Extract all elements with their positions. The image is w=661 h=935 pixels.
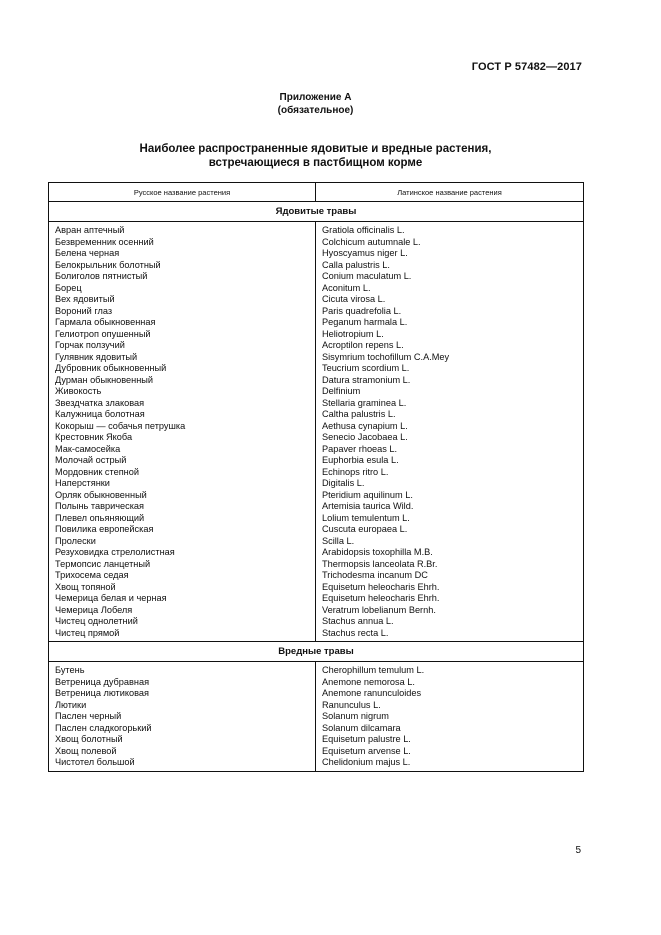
- table-row: [49, 340, 584, 352]
- russian-name-cell: Наперстянки: [49, 478, 316, 490]
- table-row: [49, 352, 584, 364]
- table-row: [49, 237, 584, 249]
- table-row: [49, 467, 584, 479]
- latin-name-cell: Peganum harmala L.: [316, 317, 584, 329]
- table-row: [49, 386, 584, 398]
- table-row: [49, 260, 584, 272]
- column-header-latin-name: Латинское название растения: [316, 183, 584, 202]
- russian-name-cell: Лютики: [49, 700, 316, 712]
- latin-name-cell: Acroptilon repens L.: [316, 340, 584, 352]
- russian-name-cell: Трихосема седая: [49, 570, 316, 582]
- russian-name-cell: Гелиотроп опушенный: [49, 329, 316, 341]
- russian-name-cell: Паслен черный: [49, 711, 316, 723]
- table-row: [49, 700, 584, 712]
- russian-name-cell: Пролески: [49, 536, 316, 548]
- table-row: [49, 444, 584, 456]
- latin-name-cell: Ranunculus L.: [316, 700, 584, 712]
- table-row: [49, 455, 584, 467]
- table-row: [49, 688, 584, 700]
- table-row: [49, 329, 584, 341]
- latin-name-cell: Papaver rhoeas L.: [316, 444, 584, 456]
- russian-name-cell: Плевел опьяняющий: [49, 513, 316, 525]
- table-row: [49, 432, 584, 444]
- russian-name-cell: Живокость: [49, 386, 316, 398]
- table-row: [49, 317, 584, 329]
- table-row: [49, 616, 584, 628]
- russian-name-cell: Хвощ болотный: [49, 734, 316, 746]
- latin-name-cell: Stachus annua L.: [316, 616, 584, 628]
- latin-name-cell: Pteridium aquilinum L.: [316, 490, 584, 502]
- table-title-line-2: встречающиеся в пастбищном корме: [208, 157, 423, 169]
- table-row: [49, 524, 584, 536]
- table-row: [49, 294, 584, 306]
- latin-name-cell: Echinops ritro L.: [316, 467, 584, 479]
- table-row: [49, 306, 584, 318]
- latin-name-cell: Cuscuta europaea L.: [316, 524, 584, 536]
- russian-name-cell: Термопсис ланцетный: [49, 559, 316, 571]
- russian-name-cell: Дурман обыкновенный: [49, 375, 316, 387]
- table-row: [49, 222, 584, 237]
- russian-name-cell: Хвощ полевой: [49, 746, 316, 758]
- table-row: [49, 593, 584, 605]
- latin-name-cell: Equisetum arvense L.: [316, 746, 584, 758]
- table-row: [49, 421, 584, 433]
- russian-name-cell: Авран аптечный: [49, 222, 316, 237]
- russian-name-cell: Звездчатка злаковая: [49, 398, 316, 410]
- section-header-row: [49, 202, 584, 222]
- russian-name-cell: Чемерица Лобеля: [49, 605, 316, 617]
- latin-name-cell: Equisetum heleocharis Ehrh.: [316, 582, 584, 594]
- latin-name-cell: Equisetum heleocharis Ehrh.: [316, 593, 584, 605]
- latin-name-cell: Artemisia taurica Wild.: [316, 501, 584, 513]
- table-title: [0, 142, 631, 170]
- table-header-row: [49, 183, 584, 202]
- russian-name-cell: Резуховидка стрелолистная: [49, 547, 316, 559]
- russian-name-cell: Белена черная: [49, 248, 316, 260]
- latin-name-cell: Veratrum lobelianum Bernh.: [316, 605, 584, 617]
- latin-name-cell: Solanum nigrum: [316, 711, 584, 723]
- table-row: [49, 628, 584, 642]
- latin-name-cell: Teucrium scordium L.: [316, 363, 584, 375]
- latin-name-cell: Heliotropium L.: [316, 329, 584, 341]
- table-row: [49, 570, 584, 582]
- table-row: [49, 757, 584, 771]
- appendix-type: (обязательное): [277, 105, 354, 116]
- latin-name-cell: Chelidonium majus L.: [316, 757, 584, 771]
- russian-name-cell: Чистец однолетний: [49, 616, 316, 628]
- section-title: Ядовитые травы: [49, 202, 584, 222]
- latin-name-cell: Paris quadrefolia L.: [316, 306, 584, 318]
- russian-name-cell: Чистец прямой: [49, 628, 316, 642]
- table-row: [49, 490, 584, 502]
- russian-name-cell: Гулявник ядовитый: [49, 352, 316, 364]
- latin-name-cell: Sisymrium tochofillum C.A.Mey: [316, 352, 584, 364]
- russian-name-cell: Орляк обыкновенный: [49, 490, 316, 502]
- russian-name-cell: Вороний глаз: [49, 306, 316, 318]
- latin-name-cell: Stachus recta L.: [316, 628, 584, 642]
- russian-name-cell: Вех ядовитый: [49, 294, 316, 306]
- russian-name-cell: Дубровник обыкновенный: [49, 363, 316, 375]
- latin-name-cell: Digitalis L.: [316, 478, 584, 490]
- table-row: [49, 409, 584, 421]
- latin-name-cell: Conium maculatum L.: [316, 271, 584, 283]
- russian-name-cell: Паслен сладкогорький: [49, 723, 316, 735]
- table-row: [49, 501, 584, 513]
- latin-name-cell: Anemone nemorosa L.: [316, 677, 584, 689]
- table-row: [49, 662, 584, 677]
- latin-name-cell: Datura stramonium L.: [316, 375, 584, 387]
- latin-name-cell: Colchicum autumnale L.: [316, 237, 584, 249]
- table-row: [49, 478, 584, 490]
- section-header-row: [49, 642, 584, 662]
- table-row: [49, 283, 584, 295]
- russian-name-cell: Чемерица белая и черная: [49, 593, 316, 605]
- latin-name-cell: Trichodesma incanum DC: [316, 570, 584, 582]
- latin-name-cell: Cicuta virosa L.: [316, 294, 584, 306]
- latin-name-cell: Arabidopsis toxophilla M.B.: [316, 547, 584, 559]
- latin-name-cell: Senecio Jacobaea L.: [316, 432, 584, 444]
- latin-name-cell: Scilla L.: [316, 536, 584, 548]
- latin-name-cell: Equisetum palustre L.: [316, 734, 584, 746]
- russian-name-cell: Ветреница лютиковая: [49, 688, 316, 700]
- table-row: [49, 711, 584, 723]
- table-row: [49, 723, 584, 735]
- table-row: [49, 605, 584, 617]
- russian-name-cell: Хвощ топяной: [49, 582, 316, 594]
- russian-name-cell: Борец: [49, 283, 316, 295]
- russian-name-cell: Мордовник степной: [49, 467, 316, 479]
- latin-name-cell: Gratiola officinalis L.: [316, 222, 584, 237]
- latin-name-cell: Delfinium: [316, 386, 584, 398]
- russian-name-cell: Кокорыш — собачья петрушка: [49, 421, 316, 433]
- table-row: [49, 363, 584, 375]
- table-title-line-1: Наиболее распространенные ядовитые и вредные растения,: [139, 143, 492, 155]
- table-row: [49, 734, 584, 746]
- page-number: 5: [575, 845, 581, 856]
- latin-name-cell: Stellaria graminea L.: [316, 398, 584, 410]
- latin-name-cell: Caltha palustris L.: [316, 409, 584, 421]
- latin-name-cell: Aconitum L.: [316, 283, 584, 295]
- russian-name-cell: Калужница болотная: [49, 409, 316, 421]
- column-header-russian-name: Русское название растения: [49, 183, 316, 202]
- appendix-label: Приложение А: [279, 92, 352, 103]
- latin-name-cell: Calla palustris L.: [316, 260, 584, 272]
- table-row: [49, 746, 584, 758]
- latin-name-cell: Aethusa cynapium L.: [316, 421, 584, 433]
- russian-name-cell: Молочай острый: [49, 455, 316, 467]
- appendix-heading: [0, 91, 631, 117]
- table-row: [49, 547, 584, 559]
- table-row: [49, 375, 584, 387]
- plants-table: [48, 182, 584, 772]
- latin-name-cell: Euphorbia esula L.: [316, 455, 584, 467]
- table-row: [49, 559, 584, 571]
- russian-name-cell: Горчак ползучий: [49, 340, 316, 352]
- russian-name-cell: Ветреница дубравная: [49, 677, 316, 689]
- table-row: [49, 582, 584, 594]
- latin-name-cell: Thermopsis lanceolata R.Br.: [316, 559, 584, 571]
- russian-name-cell: Повилика европейская: [49, 524, 316, 536]
- latin-name-cell: Hyoscyamus niger L.: [316, 248, 584, 260]
- russian-name-cell: Бутень: [49, 662, 316, 677]
- latin-name-cell: Cherophillum temulum L.: [316, 662, 584, 677]
- latin-name-cell: Anemone ranunculoides: [316, 688, 584, 700]
- table-row: [49, 513, 584, 525]
- russian-name-cell: Полынь таврическая: [49, 501, 316, 513]
- table-row: [49, 271, 584, 283]
- russian-name-cell: Мак-самосейка: [49, 444, 316, 456]
- russian-name-cell: Безвременник осенний: [49, 237, 316, 249]
- section-title: Вредные травы: [49, 642, 584, 662]
- table-body: [49, 202, 584, 772]
- russian-name-cell: Гармала обыкновенная: [49, 317, 316, 329]
- latin-name-cell: Solanum dilcamara: [316, 723, 584, 735]
- table-row: [49, 398, 584, 410]
- table-row: [49, 536, 584, 548]
- russian-name-cell: Болиголов пятнистый: [49, 271, 316, 283]
- table-row: [49, 248, 584, 260]
- document-code: ГОСТ Р 57482—2017: [471, 61, 582, 73]
- table-row: [49, 677, 584, 689]
- russian-name-cell: Крестовник Якоба: [49, 432, 316, 444]
- russian-name-cell: Белокрыльник болотный: [49, 260, 316, 272]
- latin-name-cell: Lolium temulentum L.: [316, 513, 584, 525]
- russian-name-cell: Чистотел большой: [49, 757, 316, 771]
